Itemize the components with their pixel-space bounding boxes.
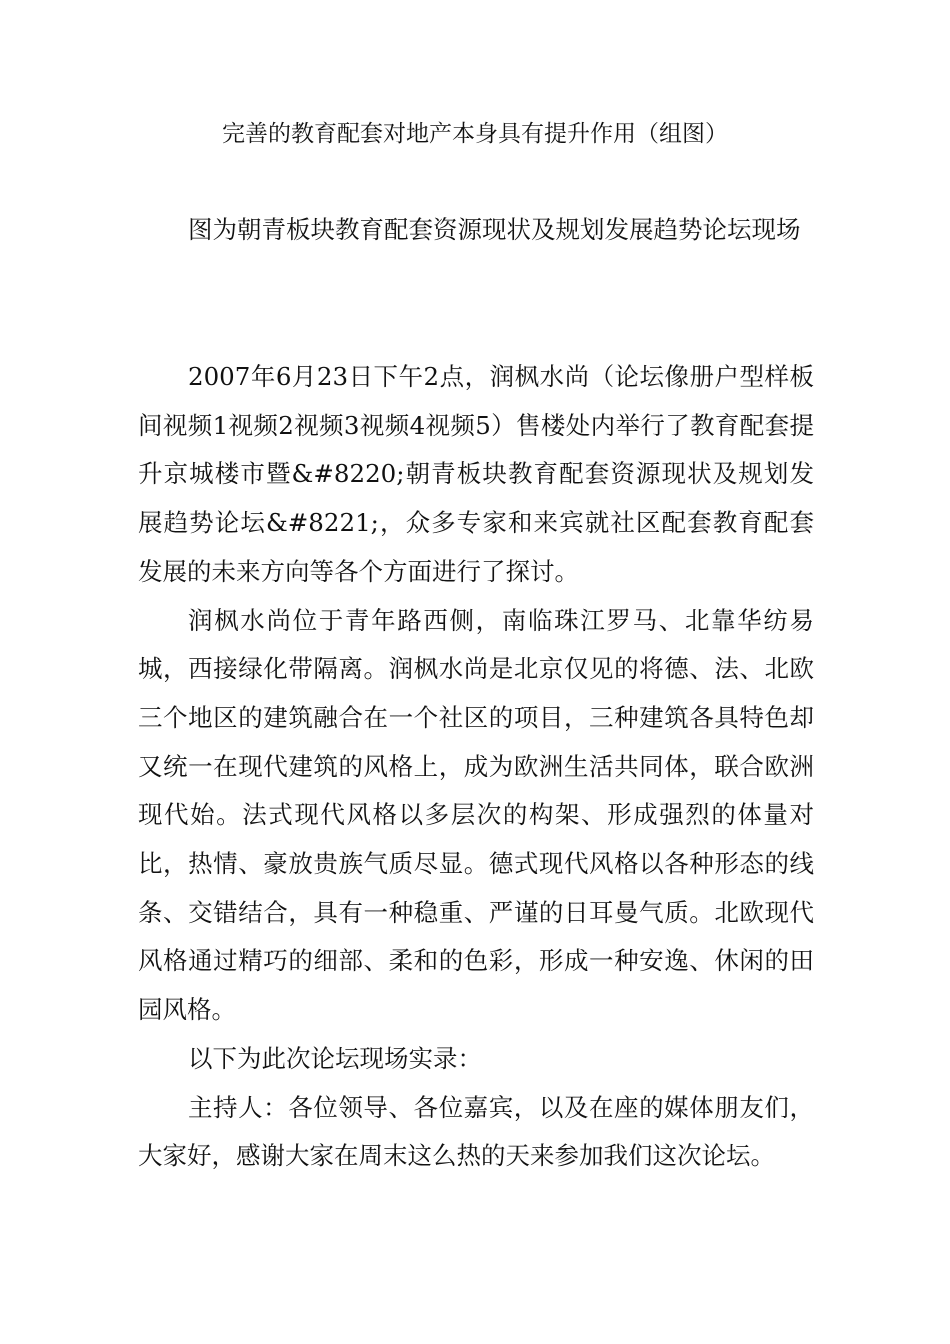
- article-body: [138, 353, 814, 1181]
- paragraph-transcript-intro: 以下为此次论坛现场实录：: [188, 1043, 482, 1073]
- paragraph-project-description: 润枫水尚位于青年路西侧，南临珠江罗马、北靠华纺易城，西接绿化带隔离。润枫水尚是北京仅见的将德、法、北欧三个地区的建筑融合在一个社区的项目，三种建筑各具特色却又统一在现代建筑的风格上，成为欧洲生活共同体，联合欧洲现代始。法式现代风格以多层次的构架、形成强烈的体量对比，热情、豪放贵族气质尽显。德式现代风格以各种形态的线条、交错结合，具有一种稳重、严谨的日耳曼气质。北欧现代风格通过精巧的细部、柔和的色彩，形成一种安逸、休闲的田园风格。: [138, 605, 814, 1025]
- document-title: 完善的教育配套对地产本身具有提升作用（组图）: [222, 121, 728, 147]
- paragraph-forum-intro: 2007年6月23日下午2点，润枫水尚（论坛像册户型样板间视频1视频2视频3视频4视频5）售楼处内举行了教育配套提升京城楼市暨&#8220;朝青板块教育配套资源现状及规划发展趋势论坛&#8221;，众多专家和来宾就社区配套教育配套发展的未来方向等各个方面进行了探讨。: [138, 362, 814, 586]
- paragraph-host-opening: 主持人：各位领导、各位嘉宾，以及在座的媒体朋友们，大家好，感谢大家在周末这么热的天来参加我们这次论坛。: [138, 1092, 814, 1171]
- photo-caption: 图为朝青板块教育配套资源现状及规划发展趋势论坛现场: [188, 215, 801, 244]
